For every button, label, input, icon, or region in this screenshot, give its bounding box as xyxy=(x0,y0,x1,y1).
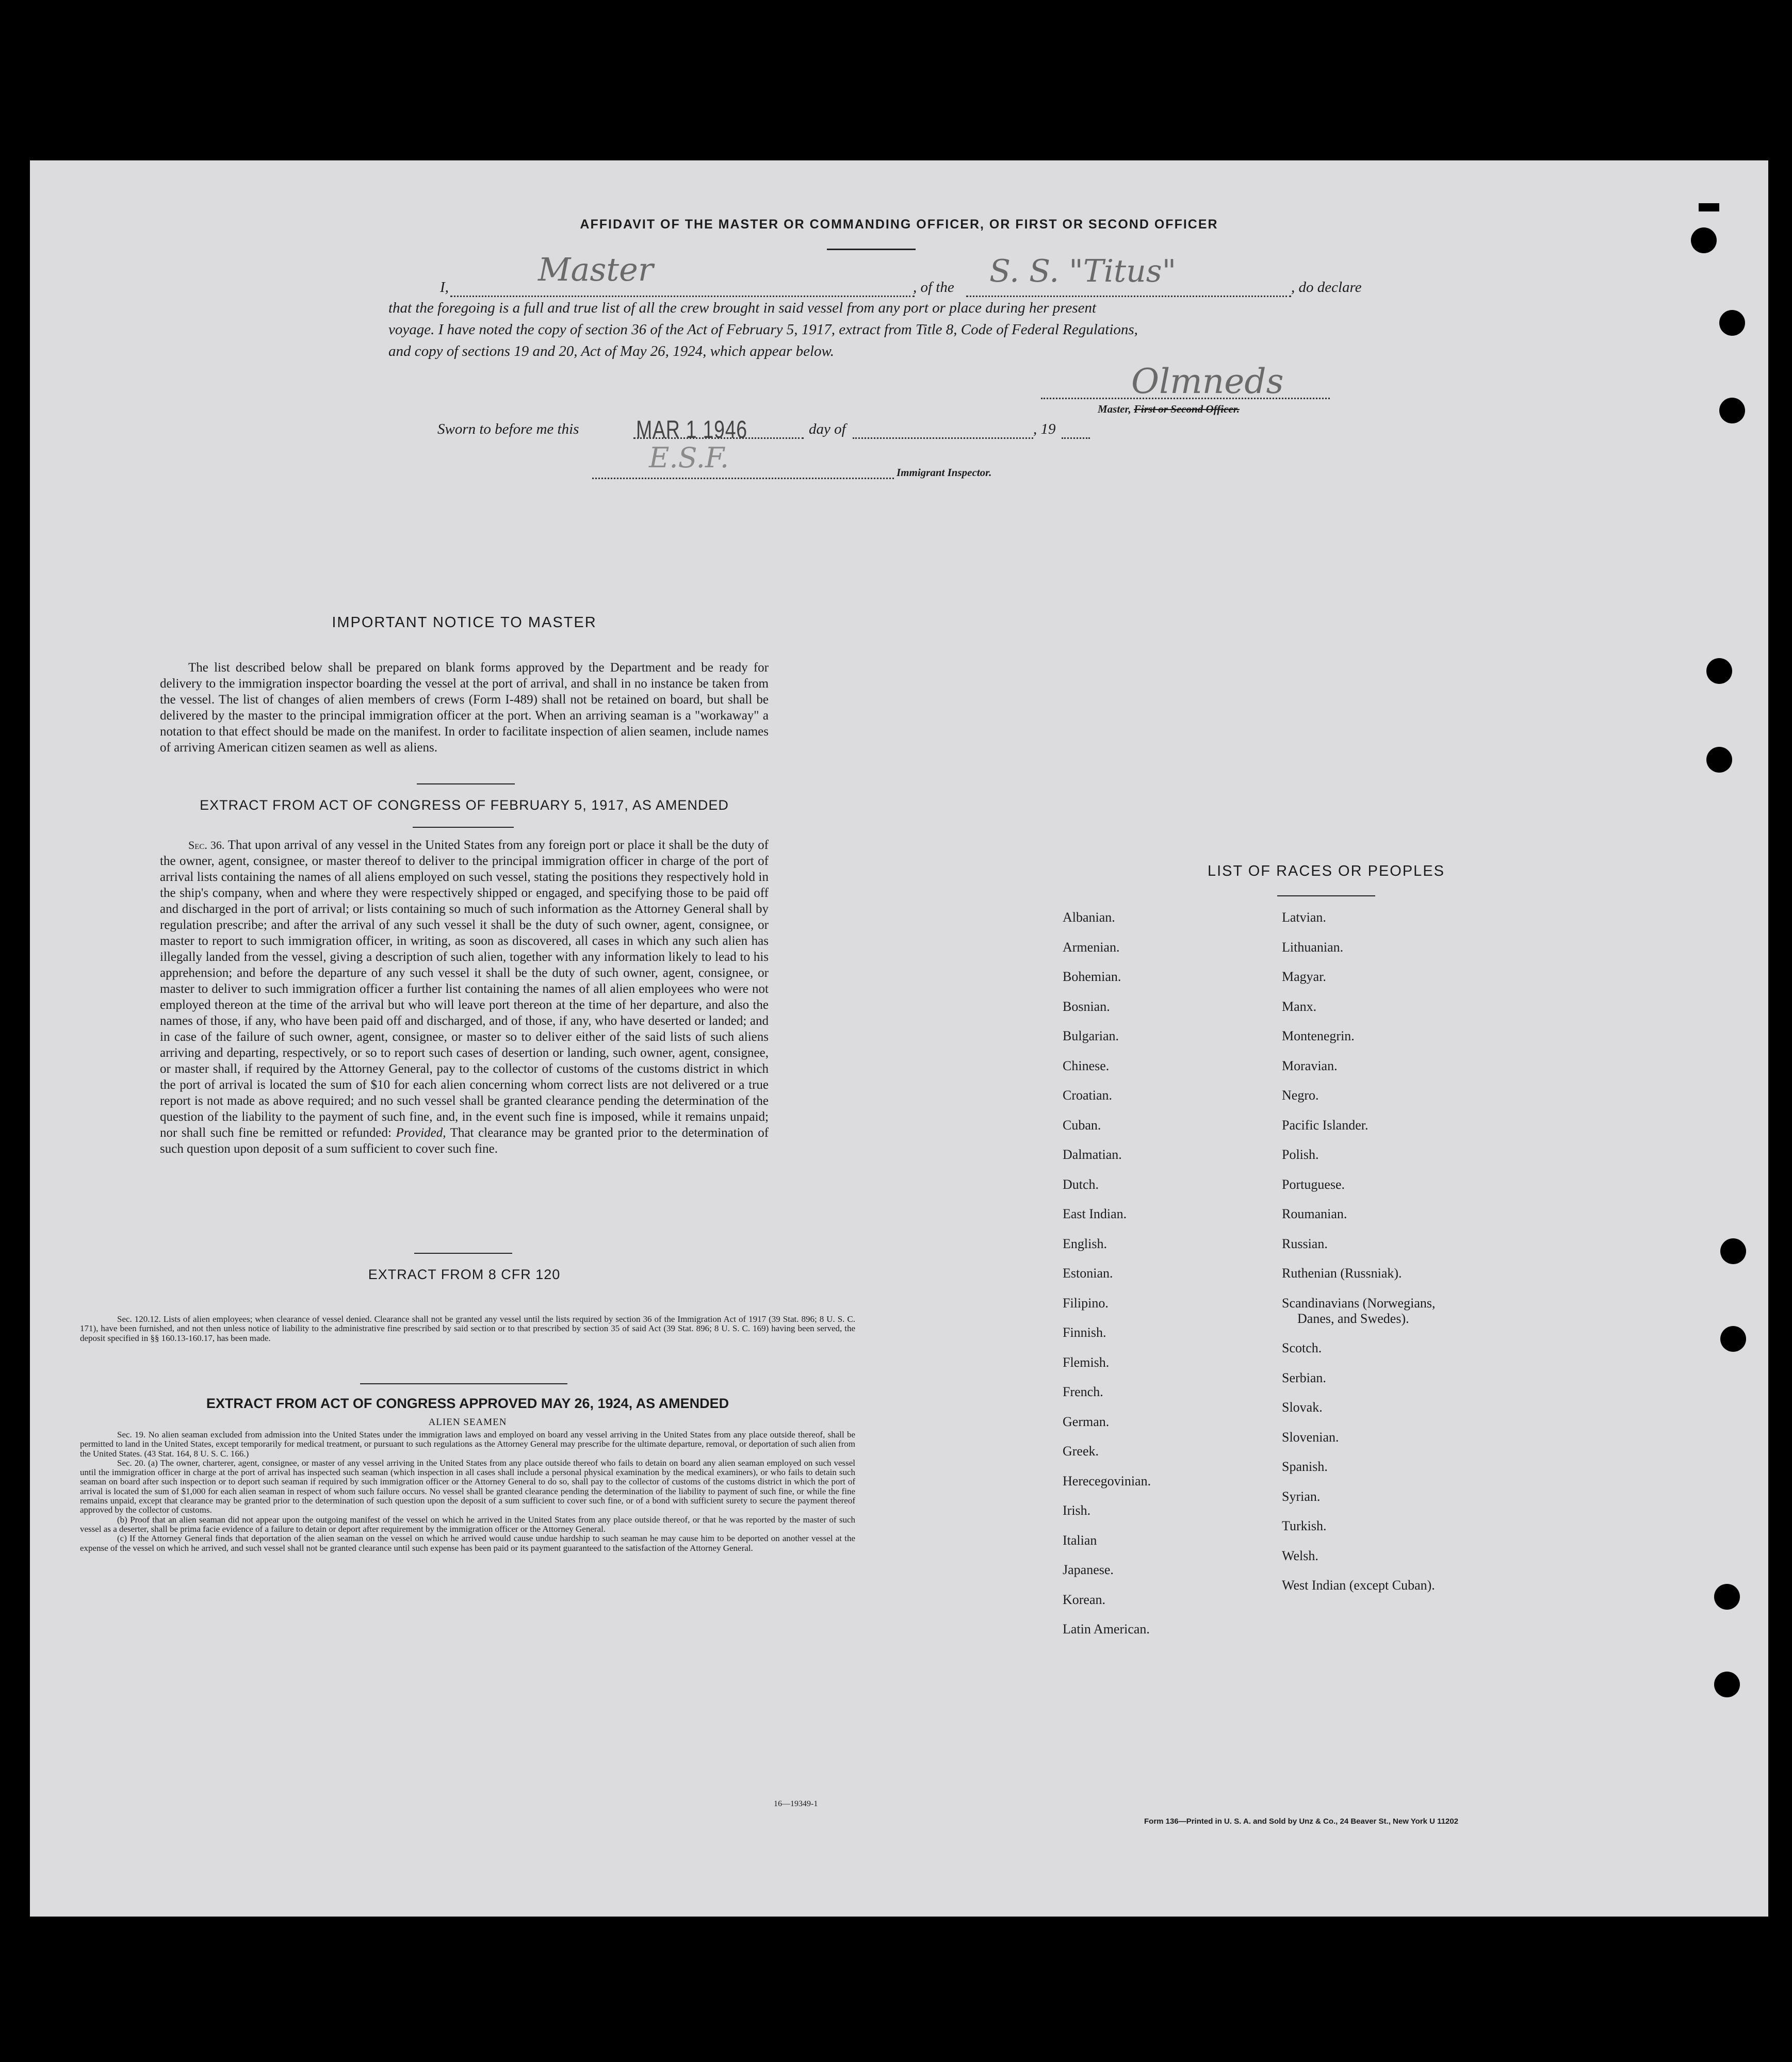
race-item: Irish. xyxy=(1063,1503,1091,1518)
races-underline xyxy=(1277,895,1375,896)
binder-hole xyxy=(1691,227,1717,253)
sec-20c-text: (c) If the Attorney General finds that deportation of the alien seaman on the vessel on which he arrived would cause undue hardship to such seaman he may cause him to be deported on another vessel at the expense of the vessel on which he arrived, and such vessel shall not be granted clearance until such expense has been paid or its payment guaranteed to the satisfaction of the Attorney General. xyxy=(80,1533,855,1553)
title-underline xyxy=(827,249,916,250)
race-item: Serbian. xyxy=(1282,1370,1326,1385)
master-caption-struck: First or Second Officer. xyxy=(1134,403,1240,415)
race-item: Scandinavians (Norwegians, xyxy=(1282,1295,1436,1311)
race-item: Japanese. xyxy=(1063,1562,1114,1577)
race-item: English. xyxy=(1063,1236,1107,1251)
month-line xyxy=(853,437,1033,439)
i-label: I, xyxy=(440,279,449,296)
notice-title: IMPORTANT NOTICE TO MASTER xyxy=(332,614,597,631)
sec-36-text-end: That clearance may be granted prior to the determination of such question upon deposit of a sum sufficient to cover such fine. xyxy=(160,1126,769,1156)
binder-hole xyxy=(1720,1238,1746,1264)
provided-label: Provided, xyxy=(396,1126,446,1140)
name-line xyxy=(450,296,915,297)
races-column-1 xyxy=(1063,910,1269,1651)
race-item: Latin American. xyxy=(1063,1622,1150,1636)
race-item: Lithuanian. xyxy=(1282,939,1344,955)
edge-mark xyxy=(1699,203,1719,211)
year-prefix: , 19 xyxy=(1033,421,1056,437)
sec-36-text: That upon arrival of any vessel in the United States from any foreign port or place it shall be the duty of the owner, agent, consignee, or master thereof to deliver to the principal immigration officer in charge of the port of arrival lists containing the names of all aliens employed on such vessel, stating the positions they respectively hold in the ship's company, when and where they were respectively shipped or engaged, and specifying those to be paid off and discharged in the port of arrival; or lists containing so much of such information as the Attorney General shall by regulation prescribe; and after the arrival of any such vessel it shall be the duty of such owner, agent, consignee, or master to report to such immigration officer, in writing, as soon as discovered, all cases in which any such alien has illegally landed from the vessel, giving a description of such alien, together with any information likely to lead to his apprehension; and before the departure of any such vessel it shall be the duty of such owner, agent, consignee, or master to deliver to such immigration officer a further list containing the names of all alien employees who were not employed thereon at the time of the arrival but who will leave port thereon at the time of her departure, and also the names of those, if any, who have been paid off and discharged, and of those, if any, who have deserted or landed; and in case of the failure of such owner, agent, consignee, or master so to deliver either of the said lists of such aliens arriving and departing, respectively, or so to report such cases of desertion or landing, such owner, agent, consignee, or master shall, if required by the Attorney General, pay to the collector of customs of the customs district in which the port of arrival is located the sum of $10 for each alien concerning whom correct lists are not delivered or a true report is not made as above required; and no such vessel shall be granted clearance pending the determination of the question of the liability to the payment of such fine, and, in the event such fine is imposed, while it remains unpaid; nor shall such fine be remitted or refunded: xyxy=(160,838,769,1140)
divider xyxy=(413,827,514,828)
race-item: Bosnian. xyxy=(1063,999,1110,1014)
race-item: French. xyxy=(1063,1384,1103,1399)
race-item: Armenian. xyxy=(1063,939,1120,955)
race-item: Cuban. xyxy=(1063,1117,1101,1133)
race-item: Croatian. xyxy=(1063,1088,1113,1103)
extract-1917-title: EXTRACT FROM ACT OF CONGRESS OF FEBRUARY 5, 1917, AS AMENDED xyxy=(200,797,729,813)
race-item: Montenegrin. xyxy=(1282,1028,1355,1043)
race-item: Korean. xyxy=(1063,1592,1106,1607)
race-item: Latvian. xyxy=(1282,910,1326,925)
race-item: Greek. xyxy=(1063,1444,1099,1459)
race-item: Pacific Islander. xyxy=(1282,1117,1369,1133)
sec-19-text: Sec. 19. No alien seaman excluded from admission into the United States under the immigration laws and employed on board any vessel arriving in the United States from any place outside thereof, shall be permitted to land in the United States, except temporarily for medical treatment, or pursuant to such regulations as the Attorney General may prescribe for the ultimate departure, removal, or deportation of such alien from the United States. (43 Stat. 164, 8 U. S. C. 166.) xyxy=(80,1430,855,1459)
race-item: Albanian. xyxy=(1063,910,1115,925)
extract-1924-subtitle: ALIEN SEAMEN xyxy=(428,1417,507,1428)
sworn-date-line xyxy=(633,437,804,439)
affidavit-title: AFFIDAVIT OF THE MASTER OR COMMANDING OFFICER, OR FIRST OR SECOND OFFICER xyxy=(580,217,1218,232)
race-item: Negro. xyxy=(1282,1088,1319,1103)
binder-hole xyxy=(1706,658,1732,684)
affidavit-line-2: that the foregoing is a full and true list of all the crew brought in said vessel from any port or place during her present xyxy=(388,300,1097,316)
print-code: 16—19349-1 xyxy=(774,1799,818,1808)
binder-hole xyxy=(1719,398,1745,423)
inspector-signature: E.S.F. xyxy=(649,441,729,474)
race-item: Chinese. xyxy=(1063,1058,1110,1073)
vessel-name-handwritten: S. S. "Titus" xyxy=(989,253,1177,289)
signature-line xyxy=(1041,398,1330,399)
master-caption xyxy=(1098,403,1240,416)
races-title: LIST OF RACES OR PEOPLES xyxy=(1207,863,1445,879)
of-the-label: , of the xyxy=(913,279,954,296)
day-of-label: day of xyxy=(809,421,846,437)
race-item: Bulgarian. xyxy=(1063,1028,1119,1043)
race-item: German. xyxy=(1063,1414,1110,1429)
race-item: Filipino. xyxy=(1063,1295,1109,1311)
notice-body: The list described below shall be prepared on blank forms approved by the Department and be ready for delivery to the immigration inspector boarding the vessel at the port of arrival, and shall in no instance be taken from the vessel. The list of changes of alien members of crews (Form I-489) shall not be retained on board, but shall be delivered by the master to the principal immigration officer at the port. When an arriving seaman is a "workaway" a notation to that effect should be made on the manifest. In order to facilitate inspection of alien seamen, include names of arriving American citizen seamen as well as aliens. xyxy=(160,661,769,755)
binder-hole xyxy=(1720,1326,1746,1352)
race-item: Syrian. xyxy=(1282,1488,1321,1504)
race-item: Flemish. xyxy=(1063,1354,1110,1370)
divider xyxy=(417,783,515,784)
race-item: Slovak. xyxy=(1282,1400,1323,1415)
sworn-label: Sworn to before me this xyxy=(437,421,579,437)
extract-cfr-body: Sec. 120.12. Lists of alien employees; when clearance of vessel denied. Clearance shall not be granted any vessel until the lists required by section 36 of the Immigration Act of 1917 (39 Stat. 896; 8 U. S. C. 171), have been furnished, and not then unless notice of liability to the administrative fine prescribed by said section or to that prescribed by section 35 of said Act (39 Stat. 896; 8 U. S. C. 169) having been served, the deposit specified in §§ 160.13-160.17, has been made. xyxy=(80,1314,855,1343)
divider xyxy=(414,1253,512,1254)
race-item: Ruthenian (Russniak). xyxy=(1282,1266,1402,1281)
race-item: Dalmatian. xyxy=(1063,1147,1122,1162)
extract-1924-title: EXTRACT FROM ACT OF CONGRESS APPROVED MAY 26, 1924, AS AMENDED xyxy=(206,1396,729,1411)
race-item: Scotch. xyxy=(1282,1340,1322,1355)
vessel-line xyxy=(966,296,1291,297)
race-item: Turkish. xyxy=(1282,1518,1327,1533)
race-item: Estonian. xyxy=(1063,1266,1113,1281)
sec-20a-text: Sec. 20. (a) The owner, charterer, agent, consignee, or master of any vessel arriving in the United States from any place outside thereof who fails to detain on board any alien seaman employed on such vessel until the immigration officer in charge at the port of arrival has inspected such seaman (which inspection in all cases shall include a personal physical examination by the medical examiners), or who fails to detain such seaman on board after such inspection or to deport such seaman if required by such immigration officer or the Attorney General to do so, shall pay to the collector of customs of the customs district in which the port of arrival is located the sum of $1,000 for each alien seaman in respect of whom such failure occurs. No vessel shall be granted clearance pending the determination of the liability to payment of such fine, or while the fine remains unpaid, except that clearance may be granted prior to the determination of such question upon the deposit of a sum sufficient to cover such fine, or of a bond with sufficient surety to secure the payment thereof approved by the collector of customs. xyxy=(80,1458,855,1515)
master-caption-text: Master, xyxy=(1098,403,1134,415)
master-signature: Olmneds xyxy=(1131,362,1284,401)
race-item: Magyar. xyxy=(1282,969,1326,984)
race-item: Welsh. xyxy=(1282,1548,1318,1563)
race-item: Manx. xyxy=(1282,999,1317,1014)
race-item: Polish. xyxy=(1282,1147,1319,1162)
race-item: Spanish. xyxy=(1282,1459,1328,1474)
extract-cfr-title: EXTRACT FROM 8 CFR 120 xyxy=(368,1267,561,1282)
race-item: Slovenian. xyxy=(1282,1429,1339,1445)
inspector-caption: Immigrant Inspector. xyxy=(897,466,992,479)
race-item: West Indian (except Cuban). xyxy=(1282,1578,1435,1593)
race-item: Danes, and Swedes). xyxy=(1297,1311,1409,1326)
extract-1917-body xyxy=(160,837,769,1157)
race-item: Finnish. xyxy=(1063,1325,1106,1340)
inspector-line xyxy=(592,478,894,479)
affidavit-line-3: voyage. I have noted the copy of section 36 of the Act of February 5, 1917, extract from Title 8, Code of Federal Regulations, xyxy=(388,321,1138,338)
binder-hole xyxy=(1714,1672,1740,1697)
races-column-2 xyxy=(1282,910,1514,1608)
do-declare-label: , do declare xyxy=(1291,279,1362,296)
affidavit-line-4: and copy of sections 19 and 20, Act of May 26, 1924, which appear below. xyxy=(388,343,834,359)
binder-hole xyxy=(1706,747,1732,773)
binder-hole xyxy=(1719,310,1745,336)
race-item: Russian. xyxy=(1282,1236,1328,1251)
divider xyxy=(360,1383,567,1384)
race-item: Portuguese. xyxy=(1282,1176,1345,1192)
race-item: East Indian. xyxy=(1063,1206,1127,1221)
race-item: Dutch. xyxy=(1063,1176,1099,1192)
year-line xyxy=(1062,437,1090,439)
date-stamp: MAR 1 1946 xyxy=(636,416,747,444)
race-item: Roumanian. xyxy=(1282,1206,1347,1221)
sec-36-label: Sec. 36. xyxy=(188,839,225,852)
race-item: Bohemian. xyxy=(1063,969,1121,984)
race-item: Moravian. xyxy=(1282,1058,1338,1073)
sec-20b-text: (b) Proof that an alien seaman did not appear upon the outgoing manifest of the vessel on which he arrived in the United States from any place outside thereof, or that he was reported by the master of such vessel as a deserter, shall be prima facie evidence of a failure to detain or deport after requirement by the immigration officer or the Attorney General. xyxy=(80,1514,855,1534)
race-item: Herecegovinian. xyxy=(1063,1473,1151,1488)
race-item: Italian xyxy=(1063,1532,1097,1548)
binder-hole xyxy=(1714,1584,1740,1610)
master-name-handwritten: Master xyxy=(538,251,654,288)
form-note: Form 136—Printed in U. S. A. and Sold by Unz & Co., 24 Beaver St., New York U 11202 xyxy=(1144,1817,1459,1826)
form-page xyxy=(30,160,1768,1917)
extract-1924-body xyxy=(80,1430,855,1553)
